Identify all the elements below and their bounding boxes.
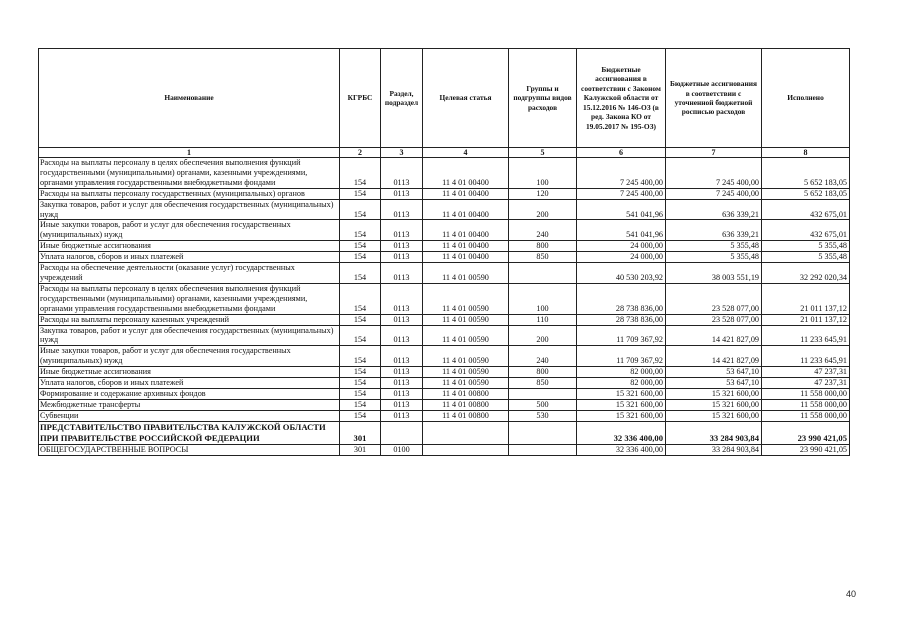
col-header-budget-revised: Бюджетные ассигнования в соответствии с уточненной бюджетной росписью расходов <box>666 49 762 148</box>
row-executed: 5 355,48 <box>762 252 850 263</box>
row-expense-type: 240 <box>509 346 577 367</box>
row-budget-law: 541 041,96 <box>577 220 666 241</box>
row-razdel: 0113 <box>381 367 423 378</box>
table-row <box>39 283 850 314</box>
row-budget-law: 7 245 400,00 <box>577 158 666 189</box>
row-budget-revised: 53 647,10 <box>666 378 762 389</box>
row-executed: 432 675,01 <box>762 220 850 241</box>
row-name: Субвенции <box>39 410 340 421</box>
row-kgrbs: 154 <box>340 388 381 399</box>
row-budget-law: 32 336 400,00 <box>577 444 666 455</box>
row-budget-revised: 33 284 903,84 <box>666 421 762 444</box>
row-expense-type: 110 <box>509 314 577 325</box>
row-budget-law: 28 738 836,00 <box>577 314 666 325</box>
row-budget-revised: 38 003 551,19 <box>666 263 762 284</box>
row-budget-revised: 53 647,10 <box>666 367 762 378</box>
row-razdel: 0113 <box>381 241 423 252</box>
table-row <box>39 241 850 252</box>
row-expense-type <box>509 421 577 444</box>
row-budget-law: 541 041,96 <box>577 199 666 220</box>
row-expense-type <box>509 263 577 284</box>
header-row <box>39 49 850 148</box>
row-budget-revised: 7 245 400,00 <box>666 188 762 199</box>
table-row <box>39 399 850 410</box>
row-kgrbs: 154 <box>340 378 381 389</box>
table-row <box>39 388 850 399</box>
row-kgrbs: 154 <box>340 325 381 346</box>
row-kgrbs: 154 <box>340 252 381 263</box>
row-razdel: 0113 <box>381 346 423 367</box>
row-name: Расходы на выплаты персоналу в целях обеспечения выполнения функций государственными (муниципальными) органами, казенными учреждениями, органами управления государственными внебюджетными фондами <box>39 283 340 314</box>
row-target-article <box>423 444 509 455</box>
row-executed: 11 233 645,91 <box>762 346 850 367</box>
row-kgrbs: 154 <box>340 263 381 284</box>
row-razdel: 0113 <box>381 188 423 199</box>
row-budget-revised: 33 284 903,84 <box>666 444 762 455</box>
row-executed: 11 558 000,00 <box>762 388 850 399</box>
table-row <box>39 367 850 378</box>
table-row <box>39 314 850 325</box>
row-budget-revised: 636 339,21 <box>666 199 762 220</box>
row-budget-law: 11 709 367,92 <box>577 325 666 346</box>
row-target-article: 11 4 01 00800 <box>423 410 509 421</box>
row-budget-revised: 15 321 600,00 <box>666 399 762 410</box>
row-razdel: 0113 <box>381 399 423 410</box>
row-name: Закупка товаров, работ и услуг для обеспечения государственных (муниципальных) нужд <box>39 325 340 346</box>
row-executed: 47 237,31 <box>762 378 850 389</box>
row-budget-law: 7 245 400,00 <box>577 188 666 199</box>
row-budget-revised: 7 245 400,00 <box>666 158 762 189</box>
col-number: 8 <box>762 148 850 158</box>
table-row <box>39 378 850 389</box>
row-budget-revised: 15 321 600,00 <box>666 388 762 399</box>
table-row <box>39 158 850 189</box>
row-name: ОБЩЕГОСУДАРСТВЕННЫЕ ВОПРОСЫ <box>39 444 340 455</box>
row-razdel: 0100 <box>381 444 423 455</box>
row-target-article: 11 4 01 00400 <box>423 158 509 189</box>
row-target-article: 11 4 01 00590 <box>423 378 509 389</box>
row-target-article: 11 4 01 00590 <box>423 263 509 284</box>
row-executed: 32 292 020,34 <box>762 263 850 284</box>
table-row <box>39 188 850 199</box>
row-name: Закупка товаров, работ и услуг для обеспечения государственных (муниципальных) нужд <box>39 199 340 220</box>
row-budget-law: 24 000,00 <box>577 252 666 263</box>
row-executed: 21 011 137,12 <box>762 283 850 314</box>
row-executed: 5 355,48 <box>762 241 850 252</box>
row-kgrbs: 154 <box>340 241 381 252</box>
row-expense-type: 240 <box>509 220 577 241</box>
row-target-article: 11 4 01 00400 <box>423 220 509 241</box>
row-razdel: 0113 <box>381 314 423 325</box>
row-kgrbs: 154 <box>340 367 381 378</box>
col-header-name: Наименование <box>39 49 340 148</box>
row-executed: 23 990 421,05 <box>762 421 850 444</box>
row-razdel: 0113 <box>381 252 423 263</box>
row-budget-revised: 5 355,48 <box>666 252 762 263</box>
row-target-article: 11 4 01 00400 <box>423 199 509 220</box>
col-number: 4 <box>423 148 509 158</box>
table-row <box>39 444 850 455</box>
row-expense-type: 120 <box>509 188 577 199</box>
row-budget-law: 40 530 203,92 <box>577 263 666 284</box>
table-row <box>39 252 850 263</box>
row-kgrbs: 154 <box>340 283 381 314</box>
row-target-article: 11 4 01 00800 <box>423 399 509 410</box>
col-header-expense-groups: Группы и подгруппы видов расходов <box>509 49 577 148</box>
row-budget-law: 82 000,00 <box>577 378 666 389</box>
row-expense-type: 800 <box>509 367 577 378</box>
row-budget-law: 11 709 367,92 <box>577 346 666 367</box>
row-expense-type: 530 <box>509 410 577 421</box>
row-executed: 5 652 183,05 <box>762 188 850 199</box>
row-kgrbs: 301 <box>340 421 381 444</box>
row-executed: 11 558 000,00 <box>762 410 850 421</box>
row-name: Иные бюджетные ассигнования <box>39 367 340 378</box>
row-budget-revised: 14 421 827,09 <box>666 346 762 367</box>
table-row <box>39 263 850 284</box>
row-expense-type: 100 <box>509 283 577 314</box>
row-expense-type <box>509 444 577 455</box>
table-row <box>39 410 850 421</box>
row-name: Расходы на обеспечение деятельности (оказание услуг) государственных учреждений <box>39 263 340 284</box>
row-name: Межбюджетные трансферты <box>39 399 340 410</box>
col-header-executed: Исполнено <box>762 49 850 148</box>
col-header-budget-law: Бюджетные ассигнования в соответствии с Законом Калужской области от 15.12.2016 № 146-ОЗ (в ред. Закона КО от 19.05.2017 № 195-ОЗ) <box>577 49 666 148</box>
table-body <box>39 158 850 456</box>
row-executed: 432 675,01 <box>762 199 850 220</box>
row-executed: 11 558 000,00 <box>762 399 850 410</box>
row-executed: 5 652 183,05 <box>762 158 850 189</box>
col-header-target-article: Целевая статья <box>423 49 509 148</box>
row-expense-type: 850 <box>509 378 577 389</box>
row-budget-law: 28 738 836,00 <box>577 283 666 314</box>
column-number-row <box>39 148 850 158</box>
col-number: 5 <box>509 148 577 158</box>
row-name: Иные закупки товаров, работ и услуг для обеспечения государственных (муниципальных) нужд <box>39 220 340 241</box>
col-number: 2 <box>340 148 381 158</box>
row-expense-type: 850 <box>509 252 577 263</box>
row-razdel: 0113 <box>381 158 423 189</box>
row-name: ПРЕДСТАВИТЕЛЬСТВО ПРАВИТЕЛЬСТВА КАЛУЖСКОЙ ОБЛАСТИ ПРИ ПРАВИТЕЛЬСТВЕ РОССИЙСКОЙ ФЕДЕРАЦИИ <box>39 421 340 444</box>
row-kgrbs: 154 <box>340 346 381 367</box>
row-name: Иные закупки товаров, работ и услуг для обеспечения государственных (муниципальных) нужд <box>39 346 340 367</box>
row-executed: 21 011 137,12 <box>762 314 850 325</box>
col-number: 7 <box>666 148 762 158</box>
row-name: Расходы на выплаты персоналу казенных учреждений <box>39 314 340 325</box>
col-number: 1 <box>39 148 340 158</box>
row-expense-type: 800 <box>509 241 577 252</box>
row-budget-revised: 23 528 077,00 <box>666 283 762 314</box>
row-budget-revised: 23 528 077,00 <box>666 314 762 325</box>
table-row <box>39 421 850 444</box>
row-executed: 11 233 645,91 <box>762 325 850 346</box>
row-budget-revised: 14 421 827,09 <box>666 325 762 346</box>
row-razdel: 0113 <box>381 410 423 421</box>
row-kgrbs: 154 <box>340 399 381 410</box>
row-target-article <box>423 421 509 444</box>
row-target-article: 11 4 01 00400 <box>423 252 509 263</box>
row-expense-type <box>509 388 577 399</box>
row-executed: 23 990 421,05 <box>762 444 850 455</box>
row-budget-law: 15 321 600,00 <box>577 399 666 410</box>
row-target-article: 11 4 01 00400 <box>423 241 509 252</box>
row-kgrbs: 154 <box>340 410 381 421</box>
row-budget-revised: 636 339,21 <box>666 220 762 241</box>
table-row <box>39 199 850 220</box>
row-kgrbs: 154 <box>340 199 381 220</box>
row-razdel: 0113 <box>381 283 423 314</box>
table-row <box>39 325 850 346</box>
row-budget-law: 82 000,00 <box>577 367 666 378</box>
row-executed: 47 237,31 <box>762 367 850 378</box>
col-number: 6 <box>577 148 666 158</box>
row-name: Уплата налогов, сборов и иных платежей <box>39 378 340 389</box>
row-kgrbs: 154 <box>340 314 381 325</box>
col-number: 3 <box>381 148 423 158</box>
table-row <box>39 220 850 241</box>
row-budget-revised: 15 321 600,00 <box>666 410 762 421</box>
row-expense-type: 200 <box>509 325 577 346</box>
row-target-article: 11 4 01 00590 <box>423 283 509 314</box>
row-target-article: 11 4 01 00590 <box>423 314 509 325</box>
row-expense-type: 100 <box>509 158 577 189</box>
row-kgrbs: 301 <box>340 444 381 455</box>
row-kgrbs: 154 <box>340 188 381 199</box>
row-budget-revised: 5 355,48 <box>666 241 762 252</box>
row-name: Уплата налогов, сборов и иных платежей <box>39 252 340 263</box>
row-razdel: 0113 <box>381 378 423 389</box>
row-razdel: 0113 <box>381 325 423 346</box>
row-name: Расходы на выплаты персоналу государственных (муниципальных) органов <box>39 188 340 199</box>
row-expense-type: 200 <box>509 199 577 220</box>
row-kgrbs: 154 <box>340 158 381 189</box>
row-target-article: 11 4 01 00590 <box>423 367 509 378</box>
row-name: Формирование и содержание архивных фондов <box>39 388 340 399</box>
row-target-article: 11 4 01 00400 <box>423 188 509 199</box>
row-target-article: 11 4 01 00800 <box>423 388 509 399</box>
row-budget-law: 15 321 600,00 <box>577 388 666 399</box>
row-razdel: 0113 <box>381 388 423 399</box>
row-kgrbs: 154 <box>340 220 381 241</box>
budget-table <box>38 48 850 456</box>
row-expense-type: 500 <box>509 399 577 410</box>
page-number: 40 <box>846 589 857 599</box>
row-razdel <box>381 421 423 444</box>
row-target-article: 11 4 01 00590 <box>423 346 509 367</box>
col-header-kgrbs: КГРБС <box>340 49 381 148</box>
row-razdel: 0113 <box>381 263 423 284</box>
row-razdel: 0113 <box>381 199 423 220</box>
row-name: Иные бюджетные ассигнования <box>39 241 340 252</box>
row-name: Расходы на выплаты персоналу в целях обеспечения выполнения функций государственными (муниципальными) органами, казенными учреждениями, органами управления государственными внебюджетными фондами <box>39 158 340 189</box>
row-razdel: 0113 <box>381 220 423 241</box>
row-target-article: 11 4 01 00590 <box>423 325 509 346</box>
table-row <box>39 346 850 367</box>
row-budget-law: 15 321 600,00 <box>577 410 666 421</box>
row-budget-law: 24 000,00 <box>577 241 666 252</box>
row-budget-law: 32 336 400,00 <box>577 421 666 444</box>
col-header-razdel: Раздел, подраздел <box>381 49 423 148</box>
